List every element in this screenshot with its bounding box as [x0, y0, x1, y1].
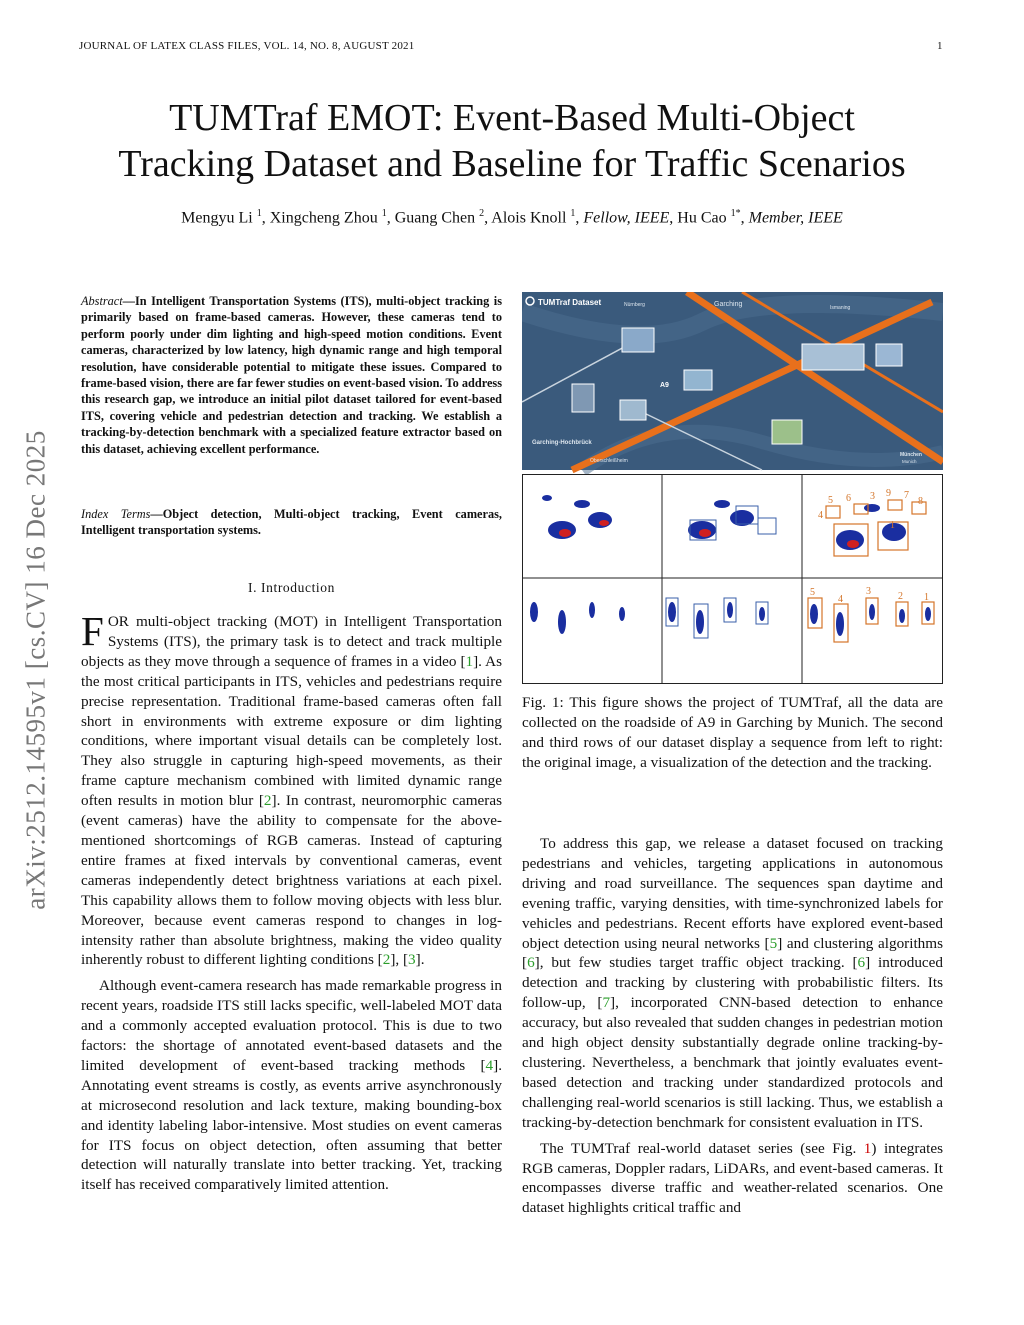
- intro-column: [81, 608, 502, 1195]
- citation-link[interactable]: 1: [465, 652, 474, 670]
- svg-text:3: 3: [866, 586, 871, 597]
- running-header: JOURNAL OF LATEX CLASS FILES, VOL. 14, NO. 8, AUGUST 2021: [79, 40, 415, 52]
- svg-text:5: 5: [828, 495, 833, 506]
- right-paragraph-2: The TUMTraf real-world dataset series (see Fig. 1) integrates RGB cameras, Doppler radars, LiDARs, and event-based cameras. It encompasses diverse traffic and weather-related scenarios. One dataset highlights critical traffic and: [522, 1139, 943, 1217]
- svg-text:8: 8: [918, 496, 923, 507]
- citation-link[interactable]: 4: [485, 1056, 494, 1074]
- map-place: Nürnberg: [624, 302, 645, 308]
- citation-link[interactable]: 6: [527, 954, 535, 972]
- citation-link[interactable]: 7: [602, 994, 611, 1012]
- abstract: Abstract—In Intelligent Transportation Systems (ITS), multi-object tracking is primarily based on frame-based cameras. However, these cameras tend to perform poorly under dim lighting and high-speed motion conditions. Event cameras, characterized by low latency, high dynamic range and high temporal resolution, have considerable potential to mitigate these issues. Compared to frame-based vision, there are far fewer studies on event-based vision. To address this research gap, we introduce an initial pilot dataset tailored for event-based ITS, covering vehicle and pedestrian detection and tracking. We establish a tracking-by-detection benchmark with a specialized feature extractor based on this dataset, achieving excellent performance.: [81, 294, 502, 456]
- road-label: A9: [660, 382, 669, 389]
- svg-text:9: 9: [886, 488, 891, 499]
- map-place: Garching-Hochbrück: [532, 440, 592, 446]
- intro-paragraph-2: Although event-camera research has made remarkable progress in recent years, roadside ITS still lacks specific, well-labeled MOT data and a commonly accepted evaluation protocol. This is due to two factors: the shortage of annotated event-based datasets and the limited development of event-based tracking methods [4]. Annotating event streams is costly, as events arrive asynchronously at microsecond resolution and lack texture, making bounding-box and identity labeling labor-intensive. Most studies on event cameras for ITS focus on object detection, often assuming that better detection will naturally translate into better tracking. Yet, tracking itself has received comparatively limited attention.: [81, 977, 502, 1194]
- svg-text:1: 1: [924, 592, 929, 603]
- svg-text:5: 5: [810, 587, 815, 598]
- paper-title: TUMTraf EMOT: Event-Based Multi-Object Tracking Dataset and Baseline for Traffic Scenarios: [118, 97, 906, 185]
- citation-link[interactable]: 2: [263, 792, 272, 810]
- citation-link[interactable]: 3: [408, 951, 416, 969]
- section-heading: I. Introduction: [248, 580, 335, 595]
- figure-caption: Fig. 1: This figure shows the project of TUMTraf, all the data are collected on the roadside of A9 in Garching by Munich. The second and third rows of our dataset display a sequence from left to right: the original image, a visualization of the detection and the tracking.: [522, 694, 943, 771]
- intro-paragraph-1: FOR multi-object tracking (MOT) in Intelligent Transportation Systems (ITS), the primary task is to detect and track multiple objects as they move through a sequence of frames in a video [1]. As the most critical participants in ITS, vehicles and pedestrians require precise representation. Traditional frame-based cameras often fall short in environments with extreme exposure or dim lighting conditions, where important visual details can be completely lost. They also struggle in capturing high-speed movements, as their frame capture mechanism combined with limited dynamic range often results in motion blur [2]. In contrast, neuromorphic cameras (event cameras) have the ability to compensate for the above-mentioned shortcomings of RGB cameras. Instead of capturing entire frames at fixed intervals by conventional cameras, event cameras independently detect brightness variations at each pixel. This capability allows them to follow moving objects with less blur. Moreover, because event cameras respond to changes in log-intensity rather than absolute brightness, making the video quality inherently robust to different lighting conditions [2], [3].: [81, 608, 502, 969]
- right-paragraph-1: To address this gap, we release a dataset focused on tracking pedestrians and vehicles, targeting applications in autonomous driving and road surveillance. The sequences span daytime and evening traffic, varying densities, with time-synchronized labels for vehicles and pedestrians. Recent efforts have explored event-based object detection using neural networks [5] and clustering algorithms [6], but few studies target traffic object tracking. [6] introduced detection and tracking by clustering with probabilistic filters. Its follow-up, [7], incorporated CNN-based detection to enhance accuracy, but also revealed that sudden changes in pedestrian motion and high object density substantially degrade online tracking-by-clustering. Nevertheless, a benchmark that jointly evaluates event-based detection and tracking under standardized protocols and challenging real-world scenarios is still lacking. Thus, we establish a tracking-by-detection benchmark for consistent evaluation in ITS.: [522, 835, 943, 1131]
- figure-1-graphic: [522, 292, 943, 684]
- map-panel: [522, 292, 943, 470]
- map-place: München: [900, 452, 922, 458]
- arxiv-stamp: arXiv:2512.14595v1 [cs.CV] 16 Dec 2025: [20, 430, 51, 910]
- citation-link[interactable]: 6: [857, 954, 866, 972]
- map-place: Munich: [902, 459, 917, 464]
- map-place: Ismaning: [830, 305, 851, 311]
- svg-text:7: 7: [904, 490, 909, 501]
- figure-1: [522, 292, 943, 684]
- svg-text:2: 2: [898, 591, 903, 602]
- page-number: 1: [937, 40, 943, 52]
- svg-text:4: 4: [818, 510, 823, 521]
- svg-text:3: 3: [870, 491, 875, 502]
- map-place: Garching: [714, 301, 743, 308]
- svg-text:6: 6: [846, 493, 851, 504]
- drop-cap: F: [81, 608, 104, 654]
- index-terms: Index Terms—Object detection, Multi-object tracking, Event cameras, Intelligent transportation systems.: [81, 507, 502, 538]
- citation-link[interactable]: 5: [769, 934, 778, 952]
- right-column-text: [522, 834, 943, 1218]
- svg-text:4: 4: [838, 594, 843, 605]
- map-logo: TUMTraf Dataset: [538, 298, 602, 307]
- citation-link[interactable]: 2: [382, 951, 391, 969]
- svg-text:1: 1: [890, 520, 895, 531]
- event-frames-grid: [522, 474, 943, 684]
- author-list: Mengyu Li $^1$, Xingcheng Zhou $^1$, Guang Chen $^2$, Alois Knoll $^1$, Fellow, IEEE, Hu Cao $^{1*}$, Member, IEEE: [181, 208, 843, 227]
- map-place: Oberschleißheim: [590, 458, 628, 464]
- figure-reference-link[interactable]: 1: [863, 1139, 872, 1157]
